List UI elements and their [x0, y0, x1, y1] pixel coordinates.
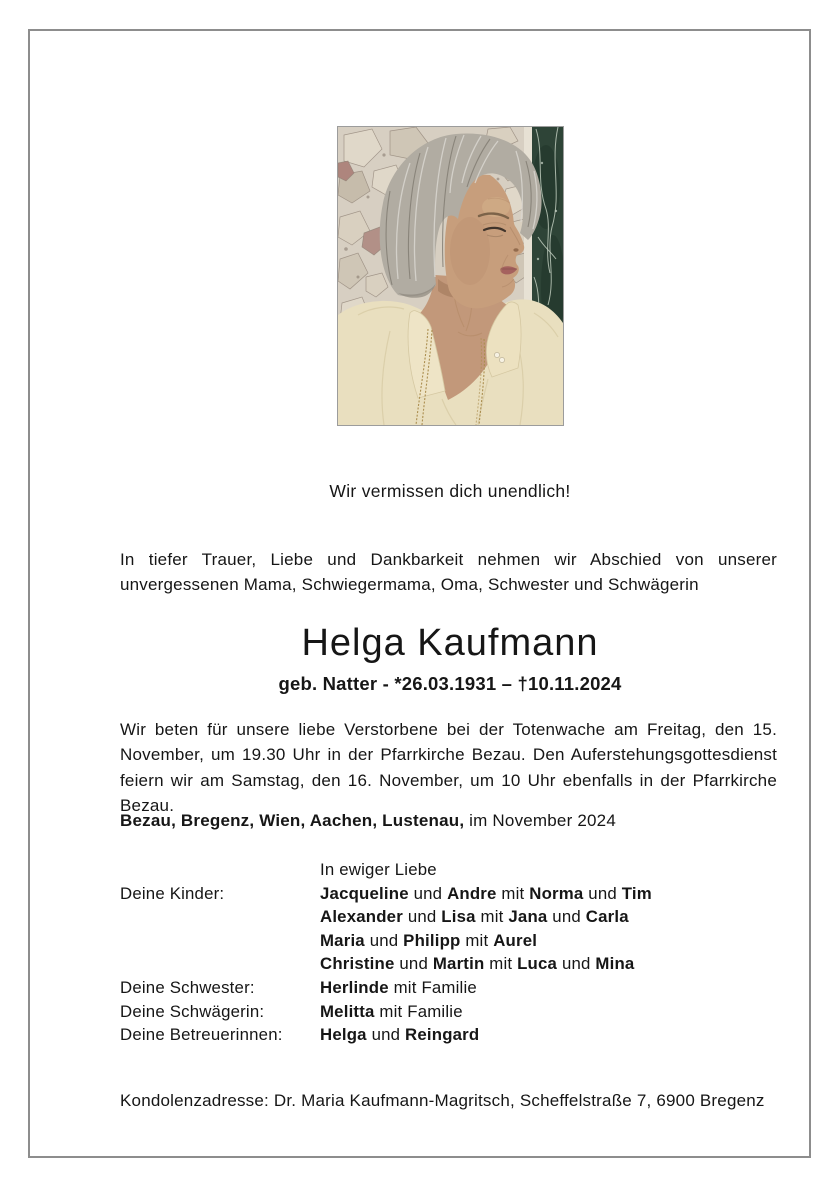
family-row [120, 882, 790, 906]
family-names: Jacqueline und Andre mit Norma und Tim [320, 883, 652, 903]
family-names: In ewiger Liebe [320, 860, 437, 879]
family-role-label [120, 858, 320, 882]
family-role-label: Deine Betreuerinnen: [120, 1025, 283, 1045]
family-row [120, 905, 790, 929]
family-role-label: Deine Kinder: [120, 883, 225, 903]
family-row [120, 858, 790, 882]
service-paragraph: Wir beten für unsere liebe Verstorbene bei der Totenwache am Freitag, den 15. November, um 19.30 Uhr in der Pfarrkirche Bezau. Den Auferstehungsgottesdienst feiern wir am Samstag, den 16. November, um 10 Uhr ebenfalls in der Pfarrkirche Bezau. [120, 720, 777, 816]
family-names: Melitta mit Familie [320, 1001, 463, 1021]
family-names: Alexander und Lisa mit Jana und Carla [320, 907, 629, 927]
condolence-line: Kondolenzadresse: Dr. Maria Kaufmann-Magritsch, Scheffelstraße 7, 6900 Bregenz [120, 1091, 765, 1110]
family-role-label [120, 905, 320, 929]
family-names: Herlinde mit Familie [320, 977, 477, 997]
family-row [120, 1000, 790, 1024]
nostril [513, 248, 518, 251]
family-row [120, 1023, 790, 1047]
deceased-name: Helga Kaufmann [301, 622, 599, 664]
places-cities: Bezau, Bregenz, Wien, Aachen, Lustenau, [120, 811, 465, 830]
family-row [120, 952, 790, 976]
places-line [120, 811, 780, 831]
family-role-label [120, 952, 320, 976]
portrait-photo [337, 126, 564, 426]
family-names: Helga und Reingard [320, 1025, 480, 1045]
family-role-label: Deine Schwägerin: [120, 1001, 265, 1021]
intro-paragraph: In tiefer Trauer, Liebe und Dankbarkeit nehmen wir Abschied von unserer unvergessenen Mama, Schwiegermama, Oma, Schwester und Schwägerin [120, 550, 777, 595]
birth-death-line: geb. Natter - *26.03.1931 – †10.11.2024 [278, 673, 622, 694]
family-role-label [120, 929, 320, 953]
portrait-photo-illustration [338, 127, 563, 425]
family-names: Christine und Martin mit Luca und Mina [320, 954, 635, 974]
places-date: im November 2024 [464, 811, 616, 830]
family-names: Maria und Philipp mit Aurel [320, 930, 538, 950]
family-list [120, 858, 790, 1047]
memorial-line: Wir vermissen dich unendlich! [329, 481, 571, 501]
family-role-label: Deine Schwester: [120, 977, 255, 997]
family-row [120, 976, 790, 1000]
page-border [28, 29, 811, 1158]
family-row [120, 929, 790, 953]
